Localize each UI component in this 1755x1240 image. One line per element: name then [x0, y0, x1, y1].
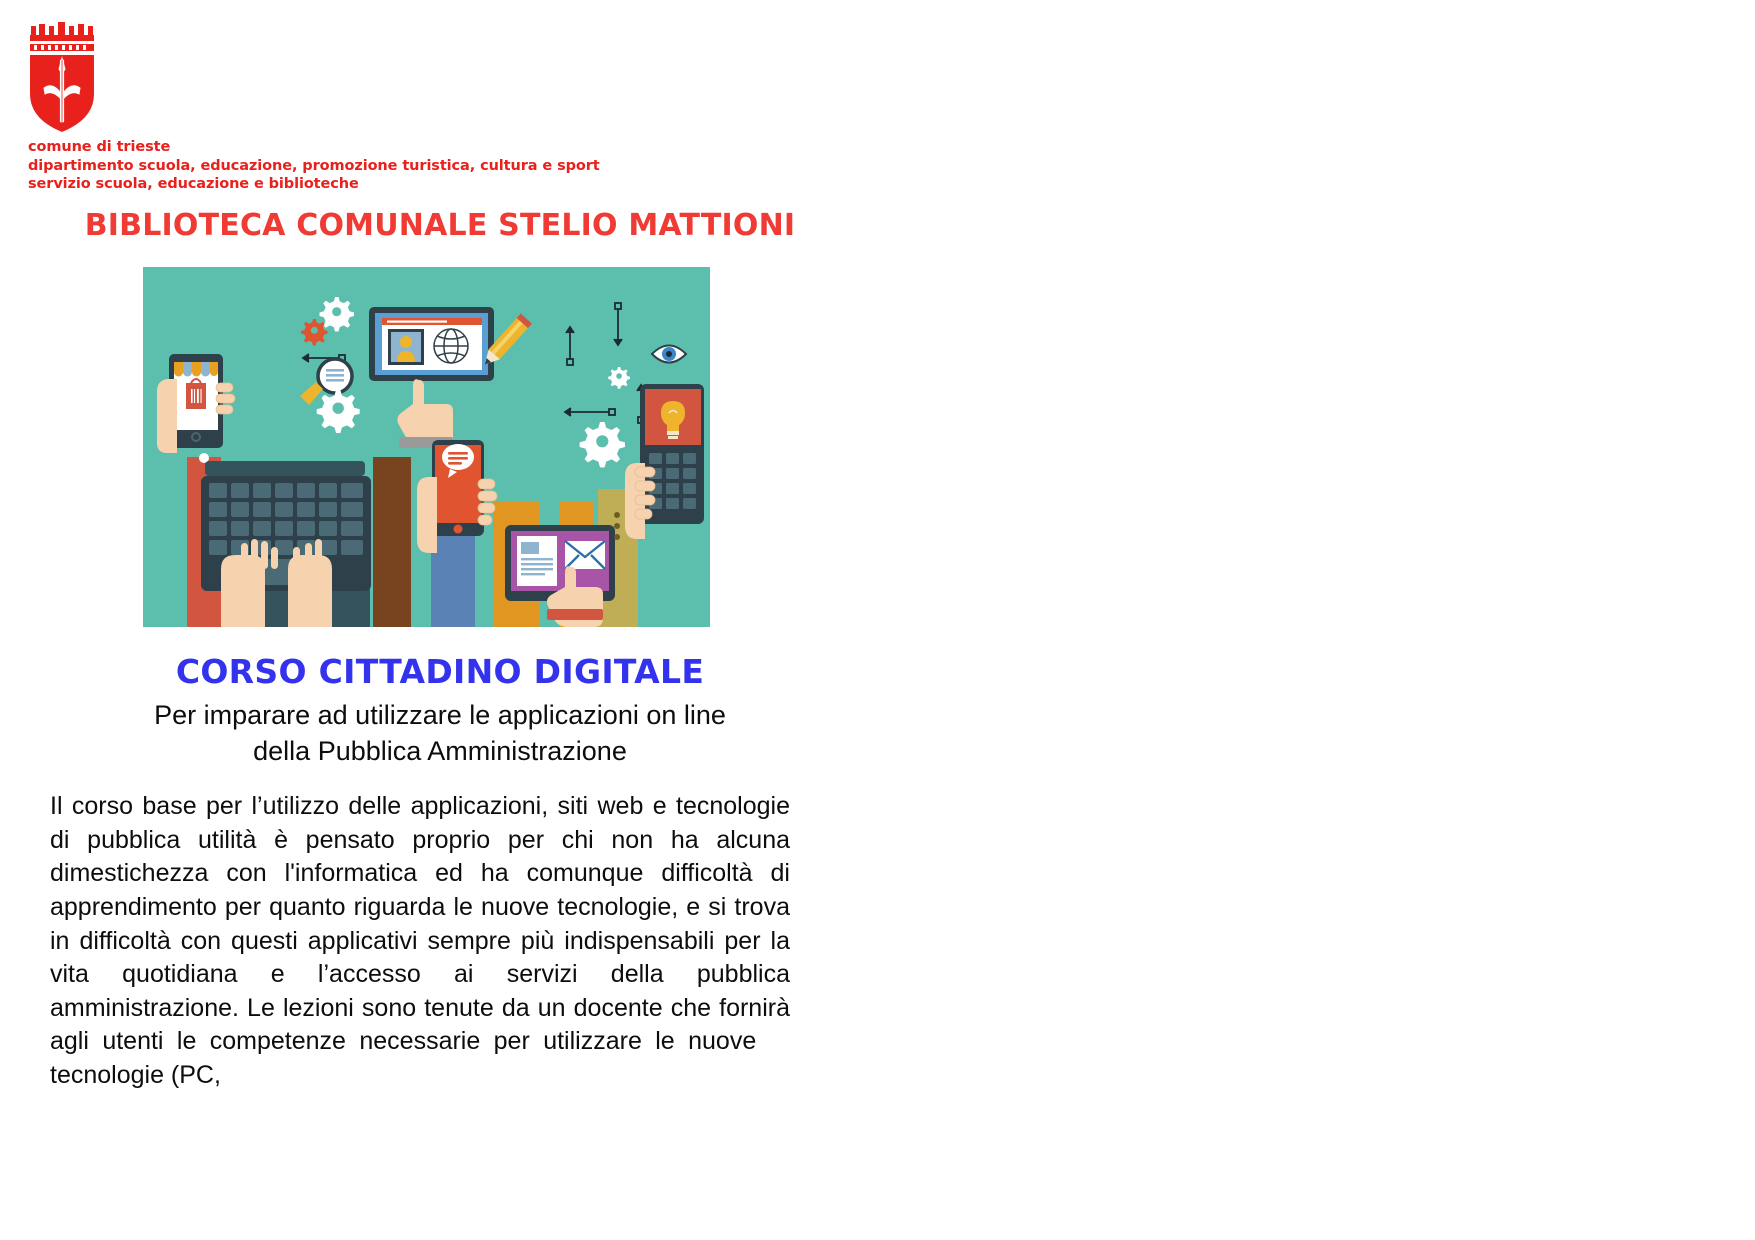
digital-devices-illustration — [143, 267, 710, 627]
library-title: BIBLIOTECA COMUNALE STELIO MATTIONI — [84, 208, 796, 243]
course-description-paragraph: Il corso base per l’utilizzo delle applicazioni, siti web e tecnologie di pubblica utilità è pensato proprio per chi non ha alcuna dimestichezza con l'informatica ed ha comunque difficoltà di apprendimento per quanto riguarda le nuove tecnologie, e si trova in difficoltà con questi applicativi sempre più indispensabili per la vita quotidiana e l’accesso ai servizi della pubblica amministrazione. Le lezioni sono tenute da un docente che fornirà agli utenti le competenze necessarie per utilizzare le nuove tecnologie (PC, — [50, 792, 790, 1089]
dept-line-2: dipartimento scuola, educazione, promozione turistica, cultura e sport — [28, 157, 600, 174]
course-subtitle-line2: della Pubblica Amministrazione — [253, 735, 627, 766]
right-column — [880, 0, 1755, 1240]
header-logo-block — [28, 22, 728, 194]
course-subtitle — [0, 698, 880, 769]
course-subtitle-line1: Per imparare ad utilizzare le applicazioni on line — [154, 700, 726, 730]
dept-line-1: comune di trieste — [28, 139, 171, 155]
dept-line-3: servizio scuola, educazione e biblioteche — [28, 176, 359, 193]
course-title: CORSO CITTADINO DIGITALE — [175, 652, 705, 691]
trieste-coat-of-arms-icon — [28, 22, 98, 132]
department-lines — [28, 138, 728, 194]
